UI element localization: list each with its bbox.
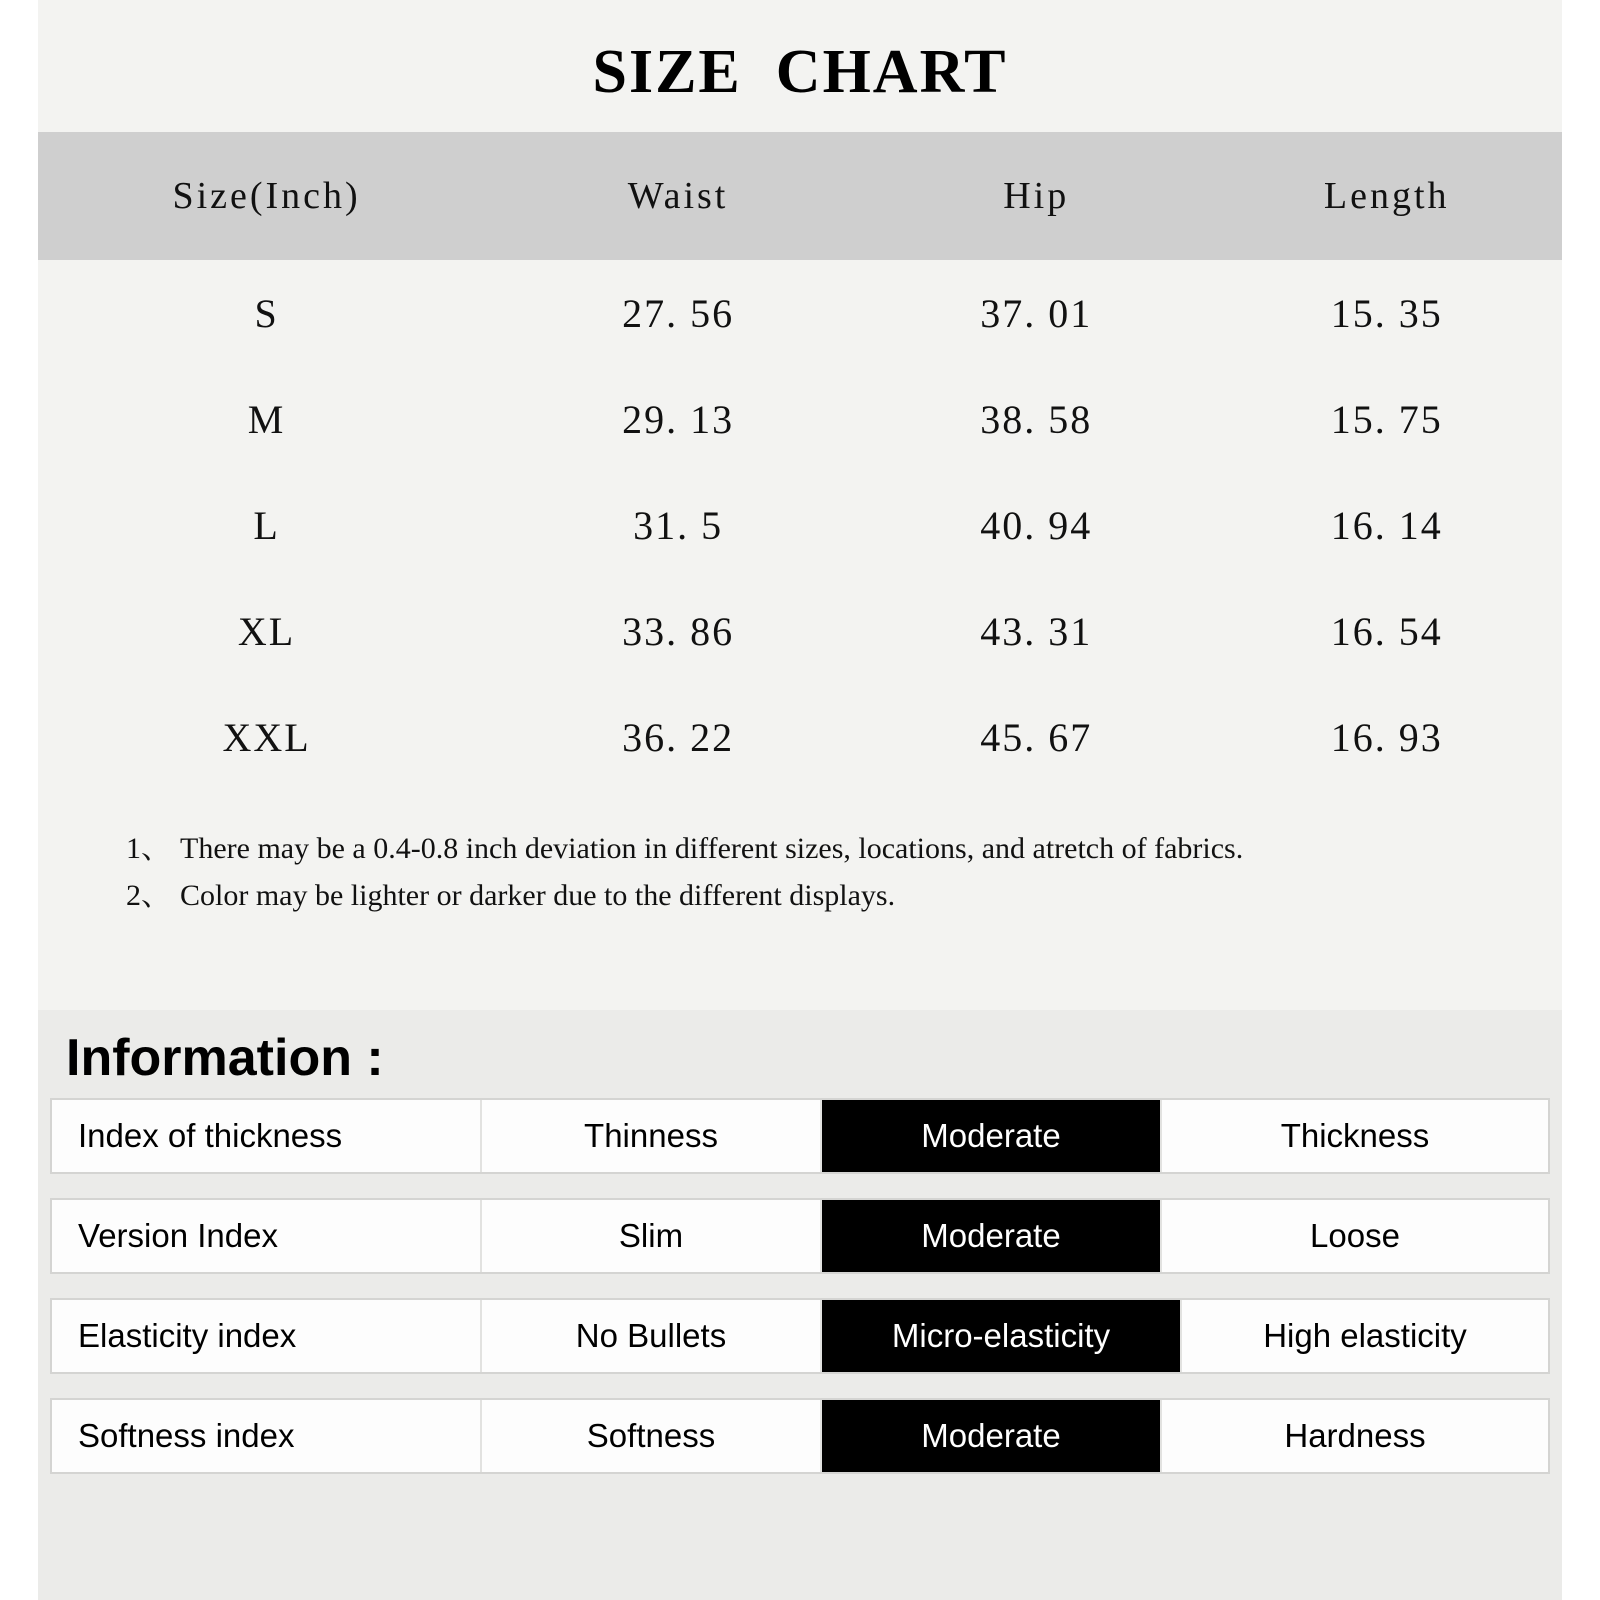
table-row: [38, 260, 1562, 366]
column-header-waist: Waist: [627, 175, 729, 218]
info-option-thickness[interactable]: Thickness: [1162, 1100, 1548, 1172]
info-option-moderate-selected[interactable]: Moderate: [822, 1200, 1162, 1272]
information-rows: [38, 1098, 1562, 1474]
column-header-length: Length: [1323, 175, 1450, 218]
information-section: [38, 1010, 1562, 1600]
info-option-thinness[interactable]: Thinness: [482, 1100, 822, 1172]
cell-hip: 38. 58: [980, 396, 1093, 442]
table-row: [38, 366, 1562, 472]
info-row-thickness: [50, 1098, 1550, 1174]
size-table: [38, 132, 1562, 790]
cell-hip: 43. 31: [980, 608, 1093, 654]
cell-length: 15. 35: [1330, 290, 1443, 336]
table-row: [38, 472, 1562, 578]
cell-size: XL: [237, 608, 296, 654]
cell-waist: 27. 56: [622, 290, 735, 336]
cell-length: 15. 75: [1330, 396, 1443, 442]
cell-length: 16. 93: [1330, 714, 1443, 760]
cell-size: XXL: [222, 714, 311, 760]
cell-length: 16. 14: [1330, 502, 1443, 548]
info-option-moderate-selected[interactable]: Moderate: [822, 1400, 1162, 1472]
info-option-micro-elasticity-selected[interactable]: Micro-elasticity: [822, 1300, 1182, 1372]
info-row-elasticity: [50, 1298, 1550, 1374]
info-label-thickness: Index of thickness: [52, 1100, 482, 1172]
info-option-moderate-selected[interactable]: Moderate: [822, 1100, 1162, 1172]
cell-waist: 36. 22: [622, 714, 735, 760]
cell-length: 16. 54: [1330, 608, 1443, 654]
notes-block: [38, 826, 1562, 919]
info-option-slim[interactable]: Slim: [482, 1200, 822, 1272]
column-header-size: Size(Inch): [172, 175, 361, 218]
info-option-loose[interactable]: Loose: [1162, 1200, 1548, 1272]
info-option-hardness[interactable]: Hardness: [1162, 1400, 1548, 1472]
cell-size: M: [247, 396, 286, 442]
info-row-softness: [50, 1398, 1550, 1474]
title-word-size: SIZE: [592, 38, 742, 106]
cell-waist: 29. 13: [622, 396, 735, 442]
cell-size: S: [254, 290, 279, 336]
table-header-row: [38, 132, 1562, 260]
cell-waist: 31. 5: [633, 502, 724, 548]
info-option-no-bullets[interactable]: No Bullets: [482, 1300, 822, 1372]
column-header-hip: Hip: [1003, 175, 1070, 218]
table-row: [38, 578, 1562, 684]
cell-size: L: [253, 502, 280, 548]
table-row: [38, 684, 1562, 790]
info-option-high-elasticity[interactable]: High elasticity: [1182, 1300, 1548, 1372]
note-item: [126, 826, 1522, 873]
cell-hip: 45. 67: [980, 714, 1093, 760]
size-chart-section: [38, 0, 1562, 1010]
cell-waist: 33. 86: [622, 608, 735, 654]
info-row-version: [50, 1198, 1550, 1274]
information-heading: Information :: [66, 1029, 384, 1087]
page-title: [38, 0, 1562, 106]
note-item: [126, 873, 1522, 920]
info-label-version: Version Index: [52, 1200, 482, 1272]
note-text: Color may be lighter or darker due to the different displays.: [180, 878, 896, 912]
note-number: 2、: [126, 878, 171, 912]
info-label-softness: Softness index: [52, 1400, 482, 1472]
note-number: 1、: [126, 832, 171, 866]
info-option-softness[interactable]: Softness: [482, 1400, 822, 1472]
info-label-elasticity: Elasticity index: [52, 1300, 482, 1372]
title-word-chart: CHART: [775, 38, 1008, 106]
cell-hip: 37. 01: [980, 290, 1093, 336]
note-text: There may be a 0.4-0.8 inch deviation in different sizes, locations, and atretch of fabrics.: [180, 832, 1244, 866]
cell-hip: 40. 94: [980, 502, 1093, 548]
